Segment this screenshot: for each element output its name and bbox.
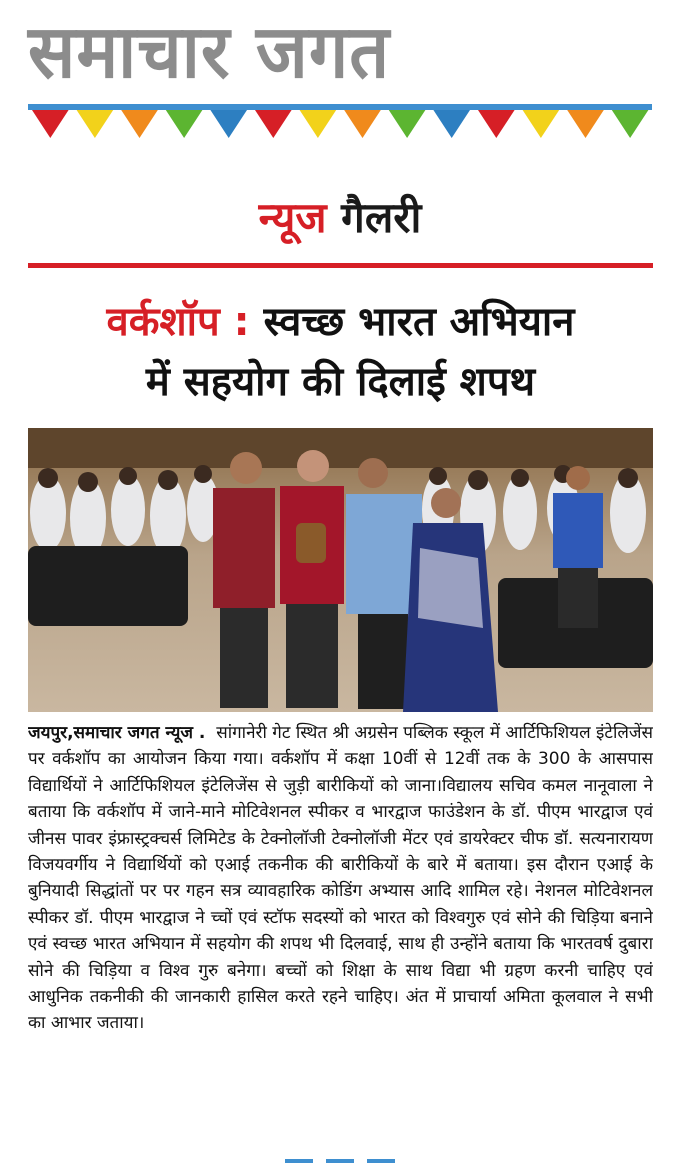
bunting-flag — [389, 110, 426, 138]
section-heading-accent: न्यूज — [258, 193, 327, 242]
headline-accent: वर्कशॉप : — [106, 299, 250, 345]
bunting-flag — [567, 110, 604, 138]
bunting-flag — [344, 110, 381, 138]
bunting-flag — [32, 110, 69, 138]
section-heading — [0, 190, 680, 246]
bunting-decoration — [28, 110, 652, 142]
headline-line1: स्वच्छ भारत अभियान — [263, 299, 575, 345]
footer-mark — [326, 1159, 354, 1163]
bunting-flag — [77, 110, 114, 138]
bunting-flag — [433, 110, 470, 138]
footer-mark — [367, 1159, 395, 1163]
article-dateline: जयपुर,समाचार जगत न्यूज . — [28, 723, 206, 743]
bunting-flag — [210, 110, 247, 138]
bunting-flag — [121, 110, 158, 138]
article-body — [28, 720, 653, 1140]
footer-mark — [285, 1159, 313, 1163]
article-paragraph: सांगानेरी गेट स्थित श्री अग्रसेन पब्लिक स्कूल में आर्टिफिशियल इंटेलिजेंस पर वर्कशॉप का आयोजन किया गया। वर्कशॉप में कक्षा 10वीं से 12वीं तक के 300 के आसपास विद्यार्थियों ने आर्टिफिशियल इंटेलिजेंस से जुड़ी बारीकियों को जाना।विद्यालय सचिव कमल नानूवाला ने बताया कि वर्कशॉप में जाने-माने मोटिवेशनल स्पीकर व भारद्वाज फाउंडेशन के डॉ. पीएम भारद्वाज एवं जीनस पावर इंफ्रास्ट्रक्चर्स लिमिटेड के टेक्नोलॉजी टेक्नोलॉजी मेंटर एवं डायरेक्टर चीफ डॉ. सत्यनारायण विजयवर्गीय ने विद्यार्थियों को एआई तकनीक की बारीकियों के बारे में बताया। इस दौरान एआई के बुनियादी सिद्धांतों पर पर गहन सत्र व्यावहारिक कोडिंग अभ्यास आदि शामिल रहे। नेशनल मोटिवेशनल स्पीकर डॉ. पीएम भारद्वाज ने च्चों एवं स्टॉफ सदस्यों को भारत को विश्वगुरु एवं सोने की चिड़िया बनाने एवं स्वच्छ भारत अभियान में सहयोग की शपथ भी दिलवाई, साथ ही उन्होंने बताया कि भारतवर्ष दुबारा सोने की चिड़िया व विश्व गुरु बनेगा। बच्चों को शिक्षा के साथ विद्या भी ग्रहण करनी चाहिए एवं आधुनिक तकनीकी की जानकारी हासिल करते रहने चाहिए। अंत में प्राचार्या अमिता कूलवाल ने सभी का आभार जताया। — [28, 723, 653, 1034]
headline-line2: में सहयोग की दिलाई शपथ — [145, 359, 536, 405]
news-photo — [28, 428, 653, 712]
footer-marks — [285, 1159, 395, 1165]
bunting-flag — [255, 110, 292, 138]
bunting-flag — [478, 110, 515, 138]
masthead-title: समाचार जगत — [28, 8, 391, 96]
bunting-flag — [166, 110, 203, 138]
section-rule — [28, 263, 653, 268]
bunting-flag — [612, 110, 649, 138]
bunting-flag — [300, 110, 337, 138]
article-headline — [28, 292, 653, 412]
section-heading-rest: गैलरी — [341, 193, 422, 242]
bunting-flag — [523, 110, 560, 138]
